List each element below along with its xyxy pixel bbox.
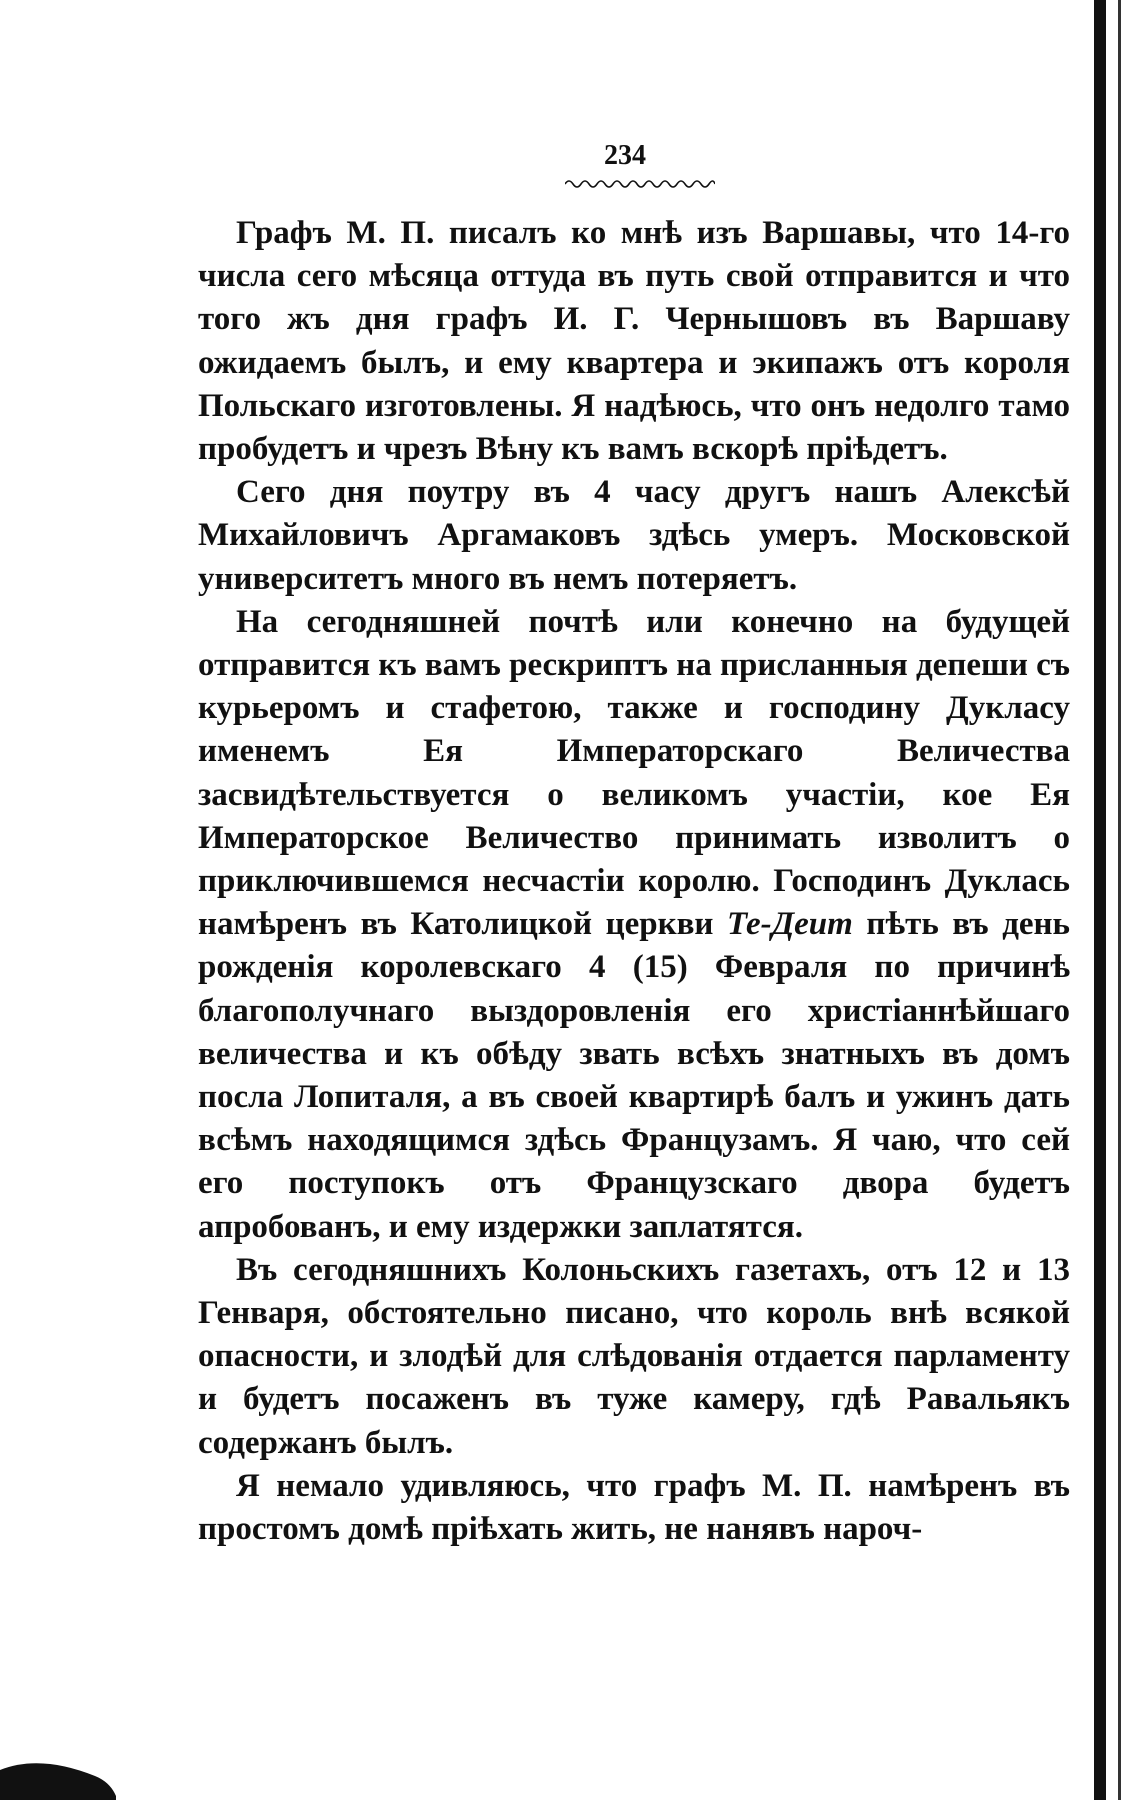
te-deum-italic: Те-Деит xyxy=(727,906,853,943)
paragraph-4: Въ сегодняшнихъ Колоньскихъ газетахъ, отъ 12 и 13 Генваря, обстоятельно писано, что король внѣ всякой опасности, и злодѣй для слѣдованія отдается парламенту и будетъ посаженъ въ туже камеру, гдѣ Равальякъ содержанъ былъ. xyxy=(198,1251,1070,1461)
paragraph-3-text-a: На сегодняшней почтѣ или конечно на будущей отправится къ вамъ рескриптъ на присланныя депеши съ курьеромъ и стафетою, также и господину Дукласу именемъ Ея Императорскаго Величества засвидѣтельствуется о великомъ участіи, кое Ея Императорское Величество принимать изволитъ о приключившемся несчастіи королю. Господинъ Дуклась намѣренъ въ Католицкой церкви xyxy=(198,603,1070,943)
page-edge-line xyxy=(1118,0,1121,1800)
paragraph-5: Я немало удивляюсь, что графъ М. П. намѣренъ въ простомъ домѣ пріѣхать жить, не нанявъ нароч- xyxy=(198,1467,1070,1548)
page-number: 234 xyxy=(604,140,646,171)
paragraph-3-text-b: пѣть въ день рожденія королевскаго 4 (15) Февраля по причинѣ благополучнаго выздоровленія его христіаннѣйшаго величества и къ обѣду звать всѣхъ знатныхъ въ домъ посла Лопиталя, а въ своей квартирѣ балъ и ужинъ дать всѣмъ находящимся здѣсь Французамъ. Я чаю, что сей его поступокъ отъ Французскаго двора будетъ апробованъ, и ему издержки заплатятся. xyxy=(198,906,1071,1245)
main-text-block xyxy=(198,212,1070,1551)
page-edge-shadow xyxy=(1094,0,1106,1800)
paragraph-2: Сего дня поутру въ 4 часу другъ нашъ Алексѣй Михайловичъ Аргамаковъ здѣсь умеръ. Московской университетъ много въ немъ потеряетъ. xyxy=(198,474,1070,597)
paragraph-3 xyxy=(198,601,1070,1249)
scan-smudge xyxy=(0,1736,120,1800)
wavy-rule-ornament xyxy=(565,178,715,190)
paragraph-1: Графъ М. П. писалъ ко мнѣ изъ Варшавы, что 14-го числа сего мѣсяца оттуда въ путь свой отправится и что того жъ дня графъ И. Г. Чернышовъ въ Варшаву ожидаемъ былъ, и ему квартера и экипажъ отъ короля Польскаго изготовлены. Я надѣюсь, что онъ недолго тамо пробудетъ и чрезъ Вѣну къ вамъ вскорѣ пріѣдетъ. xyxy=(198,215,1070,468)
